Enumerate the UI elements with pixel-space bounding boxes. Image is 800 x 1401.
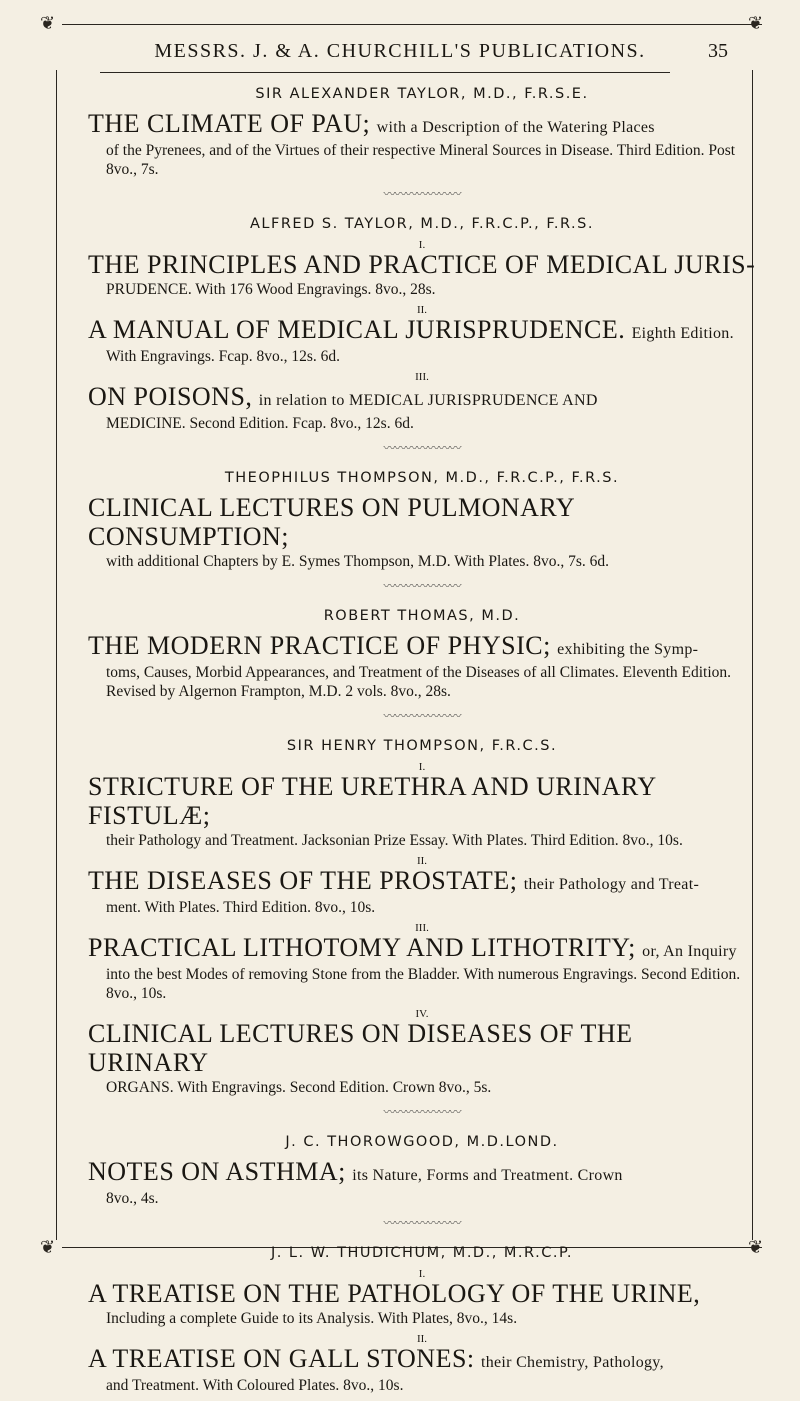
book-description: toms, Causes, Morbid Appearances, and Treatment of the Diseases of all Climates. Eleventh Edition. Revised by Algernon Frampton, M.D. 2 vols. 8vo., 28s. xyxy=(106,664,732,700)
book-entry xyxy=(88,372,756,433)
author-heading: SIR HENRY THOMPSON, F.R.C.S. xyxy=(286,738,558,754)
book-description: Including a complete Guide to its Analysis. With Plates, 8vo., 14s. xyxy=(106,1310,518,1327)
book-title: THE DISEASES OF THE PROSTATE; xyxy=(88,866,518,895)
book-entry xyxy=(88,1009,756,1097)
corner-ornament-icon: ❦ xyxy=(40,1237,56,1257)
book-title: A TREATISE ON GALL STONES: xyxy=(88,1344,475,1373)
volume-numeral: I. xyxy=(418,761,426,773)
volume-numeral: I. xyxy=(418,1268,426,1280)
corner-ornament-icon: ❦ xyxy=(748,1237,764,1257)
book-title: ON POISONS, xyxy=(88,382,253,411)
author-heading: ALFRED S. TAYLOR, M.D., F.R.C.P., F.R.S. xyxy=(250,216,594,232)
book-title: A TREATISE ON THE PATHOLOGY OF THE URINE, xyxy=(88,1279,701,1308)
title-continuation: in relation to MEDICAL JURISPRUDENCE AND xyxy=(258,392,598,409)
book-description: With Engravings. Fcap. 8vo., 12s. 6d. xyxy=(106,348,341,365)
book-entry xyxy=(88,1269,756,1328)
page-number: 35 xyxy=(708,40,728,62)
book-title: CLINICAL LECTURES ON PULMONARY CONSUMPTION; xyxy=(88,493,575,551)
book-entry xyxy=(88,240,756,299)
volume-numeral: III. xyxy=(415,371,429,383)
book-description: ment. With Plates. Third Edition. 8vo., 10s. xyxy=(106,899,376,916)
title-continuation: with a Description of the Watering Places xyxy=(376,119,655,136)
book-description: and Treatment. With Coloured Plates. 8vo., 10s. xyxy=(106,1377,404,1394)
book-title: CLINICAL LECTURES ON DISEASES OF THE URINARY xyxy=(88,1019,633,1077)
book-entry xyxy=(88,762,756,850)
entries-list xyxy=(88,86,756,1401)
book-title: STRICTURE OF THE URETHRA AND URINARY FISTULÆ; xyxy=(88,772,656,830)
book-title-line xyxy=(88,316,756,347)
book-title-line xyxy=(88,1158,756,1189)
author-heading: J. L. W. THUDICHUM, M.D., M.R.C.P. xyxy=(270,1245,574,1261)
book-description: into the best Modes of removing Stone from the Bladder. With numerous Engravings. Second Edition. 8vo., 10s. xyxy=(106,966,741,1002)
title-continuation: exhibiting the Symp- xyxy=(557,641,699,658)
corner-ornament-icon: ❦ xyxy=(40,13,56,33)
ornamental-divider: 〰〰〰〰〰〰〰 xyxy=(383,709,461,723)
volume-numeral: I. xyxy=(418,239,426,251)
ornamental-divider: 〰〰〰〰〰〰〰 xyxy=(383,187,461,201)
book-title: NOTES ON ASTHMA; xyxy=(88,1157,346,1186)
book-title-line xyxy=(88,934,756,965)
book-title-line xyxy=(88,773,756,831)
title-continuation: or, An Inquiry xyxy=(642,943,737,960)
title-continuation: Eighth Edition. xyxy=(631,325,734,342)
title-continuation: their Pathology and Treat- xyxy=(523,876,700,893)
book-description: their Pathology and Treatment. Jacksonian Prize Essay. With Plates. Third Edition. 8vo., 10s. xyxy=(106,832,683,849)
book-entry xyxy=(88,1158,756,1208)
ornamental-divider: 〰〰〰〰〰〰〰 xyxy=(383,1105,461,1119)
volume-numeral: IV. xyxy=(415,1008,429,1020)
book-title-line xyxy=(88,867,756,898)
book-title: PRACTICAL LITHOTOMY AND LITHOTRITY; xyxy=(88,933,636,962)
book-title-line xyxy=(88,251,756,280)
book-description: ORGANS. With Engravings. Second Edition. Crown 8vo., 5s. xyxy=(106,1079,492,1096)
corner-ornament-icon: ❦ xyxy=(748,13,764,33)
volume-numeral: II. xyxy=(416,855,428,867)
book-title-line xyxy=(88,1280,756,1309)
book-title-line xyxy=(88,1345,756,1376)
book-entry xyxy=(88,110,756,179)
book-title: THE MODERN PRACTICE OF PHYSIC; xyxy=(88,631,551,660)
book-entry xyxy=(88,632,756,701)
author-heading: ROBERT THOMAS, M.D. xyxy=(323,608,521,624)
book-description: PRUDENCE. With 176 Wood Engravings. 8vo., 28s. xyxy=(106,281,436,298)
left-border-rule xyxy=(56,70,57,1240)
book-description: 8vo., 4s. xyxy=(106,1190,159,1207)
book-title-line xyxy=(88,632,756,663)
title-continuation: its Nature, Forms and Treatment. Crown xyxy=(352,1167,623,1184)
book-title: THE CLIMATE OF PAU; xyxy=(88,109,371,138)
running-header: MESSRS. J. & A. CHURCHILL'S PUBLICATIONS. xyxy=(154,40,646,62)
ornamental-divider: 〰〰〰〰〰〰〰 xyxy=(383,579,461,593)
book-entry xyxy=(88,856,756,917)
book-entry xyxy=(88,494,756,571)
book-title: THE PRINCIPLES AND PRACTICE OF MEDICAL JURIS- xyxy=(88,250,756,279)
ornamental-divider: 〰〰〰〰〰〰〰 xyxy=(383,441,461,455)
book-entry xyxy=(88,923,756,1003)
volume-numeral: III. xyxy=(415,922,429,934)
ornamental-divider: 〰〰〰〰〰〰〰 xyxy=(383,1216,461,1230)
book-description: with additional Chapters by E. Symes Thompson, M.D. With Plates. 8vo., 7s. 6d. xyxy=(106,553,609,570)
book-title-line xyxy=(88,383,756,414)
volume-numeral: II. xyxy=(416,304,428,316)
book-title-line xyxy=(88,110,756,141)
top-border-rule xyxy=(62,24,762,25)
book-description: MEDICINE. Second Edition. Fcap. 8vo., 12s. 6d. xyxy=(106,415,414,432)
author-heading: J. C. THOROWGOOD, M.D.LOND. xyxy=(285,1134,559,1150)
book-title-line xyxy=(88,1020,756,1078)
title-continuation: their Chemistry, Pathology, xyxy=(480,1354,664,1371)
header-rule xyxy=(100,72,670,73)
book-title: A MANUAL OF MEDICAL JURISPRUDENCE. xyxy=(88,315,626,344)
book-entry xyxy=(88,305,756,366)
book-title-line xyxy=(88,494,756,552)
author-heading: THEOPHILUS THOMPSON, M.D., F.R.C.P., F.R.S. xyxy=(224,470,620,486)
book-description: of the Pyrenees, and of the Virtues of their respective Mineral Sources in Disease. Third Edition. Post 8vo., 7s. xyxy=(106,142,736,178)
volume-numeral: II. xyxy=(416,1333,428,1345)
book-entry xyxy=(88,1334,756,1395)
author-heading: SIR ALEXANDER TAYLOR, M.D., F.R.S.E. xyxy=(255,86,589,102)
